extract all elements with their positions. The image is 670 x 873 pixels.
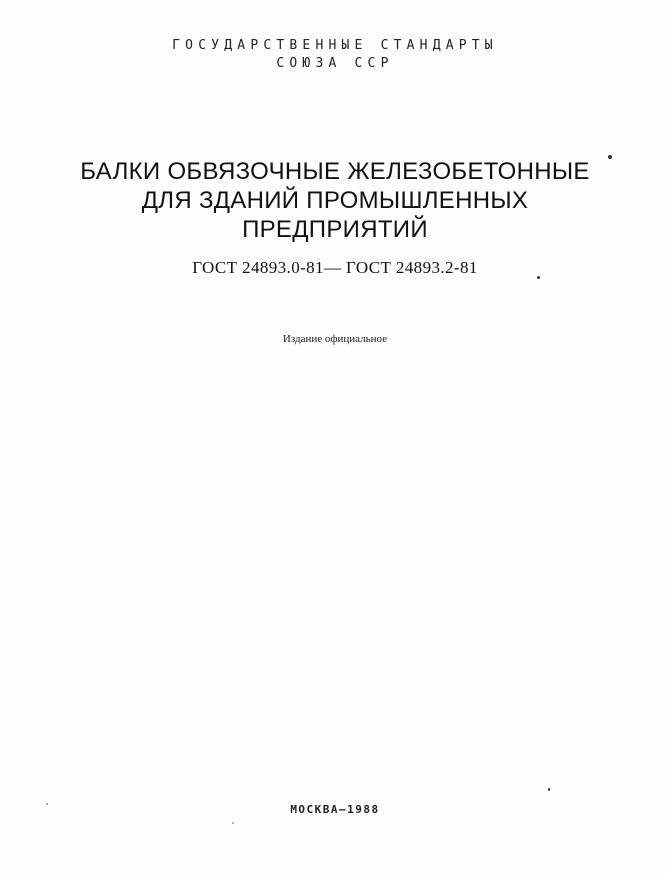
scan-speck [46, 803, 48, 805]
document-title [0, 157, 670, 244]
scan-speck [232, 822, 234, 824]
title-line-3: ПРЕДПРИЯТИЙ [242, 216, 428, 243]
edition-note: Издание официальное [282, 333, 388, 345]
standard-number-range: ГОСТ 24893.0-81— ГОСТ 24893.2-81 [192, 258, 478, 277]
scan-speck [548, 788, 550, 791]
imprint-city-year: МОСКВА—1988 [290, 803, 380, 816]
scan-speck [537, 276, 540, 279]
header-publisher-line1: ГОСУДАРСТВЕННЫЕ СТАНДАРТЫ [172, 38, 498, 53]
title-line-2: ДЛЯ ЗДАНИЙ ПРОМЫШЛЕННЫХ [141, 187, 529, 214]
scan-speck [608, 155, 612, 159]
title-line-1: БАЛКИ ОБВЯЗОЧНЫЕ ЖЕЛЕЗОБЕТОННЫЕ [80, 158, 590, 185]
header-publisher-line2: СОЮЗА ССР [276, 56, 394, 71]
